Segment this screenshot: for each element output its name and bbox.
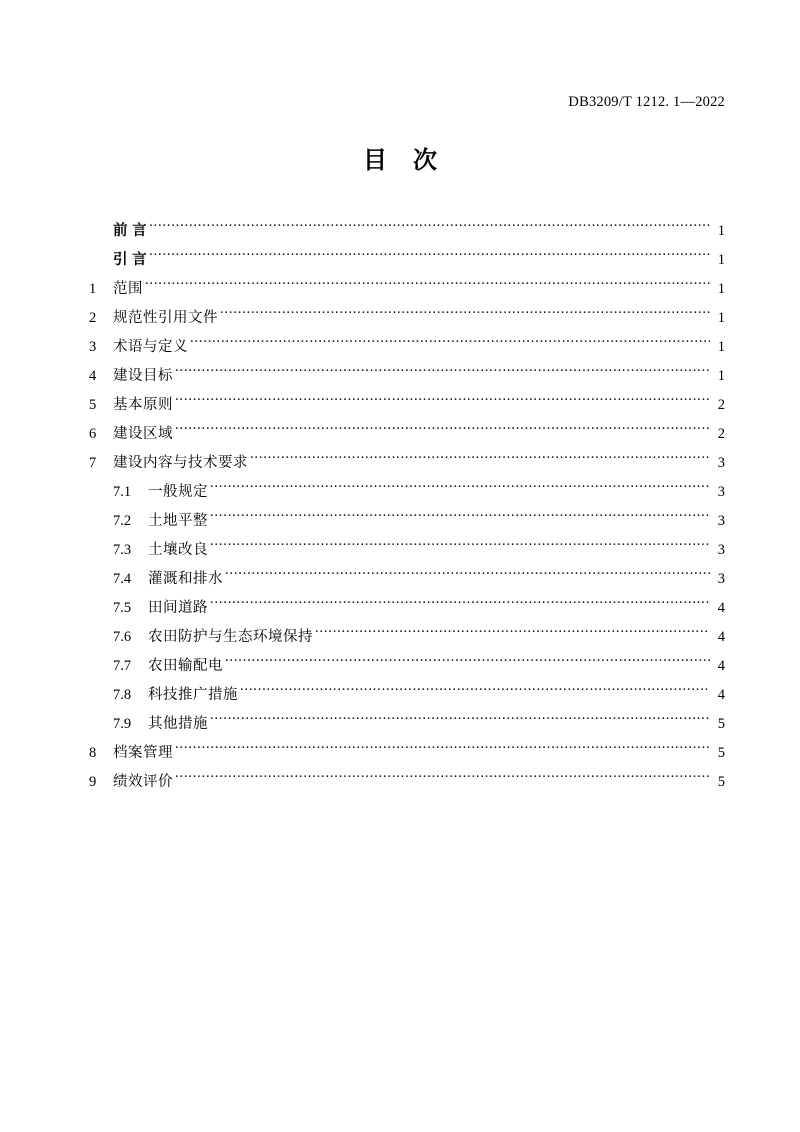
table-of-contents	[89, 217, 725, 797]
toc-entry-number: 8	[89, 745, 97, 761]
toc-entry-label: 术语与定义	[113, 339, 188, 355]
toc-entry[interactable]	[89, 246, 725, 275]
toc-entry-label: 科技推广措施	[148, 687, 238, 703]
toc-entry-label: 规范性引用文件	[113, 310, 218, 326]
toc-entry-page-number: 1	[717, 368, 725, 384]
toc-entry-number: 2	[89, 310, 97, 326]
toc-dot-leader	[175, 772, 710, 786]
toc-entry-label: 建设区域	[113, 426, 173, 442]
toc-entry-page-number: 3	[717, 571, 725, 587]
toc-dot-leader	[149, 221, 710, 235]
toc-entry-label: 其他措施	[148, 716, 208, 732]
toc-dot-leader	[210, 540, 710, 554]
toc-entry-label: 档案管理	[113, 745, 173, 761]
toc-entry-page-number: 4	[717, 629, 725, 645]
toc-entry[interactable]	[89, 681, 725, 710]
toc-entry-number: 3	[89, 339, 97, 355]
toc-entry-number: 7.1	[113, 484, 132, 500]
toc-entry-number: 7.8	[113, 687, 132, 703]
toc-entry-page-number: 1	[717, 223, 725, 239]
toc-entry[interactable]	[89, 362, 725, 391]
toc-entry-page-number: 1	[717, 310, 725, 326]
toc-entry-number: 7.7	[113, 658, 132, 674]
toc-entry-page-number: 1	[717, 252, 725, 268]
toc-entry[interactable]	[89, 739, 725, 768]
toc-entry-label: 范围	[113, 281, 143, 297]
toc-entry[interactable]	[89, 391, 725, 420]
toc-entry[interactable]	[89, 507, 725, 536]
toc-entry[interactable]	[89, 652, 725, 681]
toc-entry[interactable]	[89, 449, 725, 478]
toc-entry-page-number: 1	[717, 281, 725, 297]
toc-entry-label: 绩效评价	[113, 774, 173, 790]
toc-dot-leader	[225, 656, 710, 670]
toc-dot-leader	[210, 714, 710, 728]
toc-dot-leader	[145, 279, 710, 293]
toc-entry-label: 土地平整	[148, 513, 208, 529]
toc-entry[interactable]	[89, 420, 725, 449]
toc-dot-leader	[149, 250, 710, 264]
toc-entry[interactable]	[89, 275, 725, 304]
toc-entry-number: 7	[89, 455, 97, 471]
toc-entry-page-number: 2	[717, 426, 725, 442]
toc-entry[interactable]	[89, 478, 725, 507]
toc-entry-page-number: 3	[717, 513, 725, 529]
toc-dot-leader	[210, 511, 710, 525]
toc-dot-leader	[210, 598, 710, 612]
toc-entry[interactable]	[89, 565, 725, 594]
toc-entry-label: 农田输配电	[148, 658, 223, 674]
toc-dot-leader	[175, 743, 710, 757]
toc-entry-label: 土壤改良	[148, 542, 208, 558]
toc-entry-page-number: 4	[717, 658, 725, 674]
toc-entry-page-number: 3	[717, 484, 725, 500]
toc-dot-leader	[220, 308, 710, 322]
toc-entry-page-number: 2	[717, 397, 725, 413]
toc-entry[interactable]	[89, 536, 725, 565]
toc-entry-label: 农田防护与生态环境保持	[148, 629, 313, 645]
toc-entry-label: 建设目标	[113, 368, 173, 384]
toc-entry-number: 7.2	[113, 513, 132, 529]
toc-entry-number: 6	[89, 426, 97, 442]
toc-entry-number: 7.5	[113, 600, 132, 616]
toc-entry-label: 前 言	[113, 223, 148, 239]
toc-dot-leader	[175, 395, 710, 409]
toc-entry[interactable]	[89, 217, 725, 246]
toc-entry-label: 一般规定	[148, 484, 208, 500]
toc-entry[interactable]	[89, 594, 725, 623]
toc-dot-leader	[190, 337, 710, 351]
toc-dot-leader	[210, 482, 710, 496]
document-standard-code: DB3209/T 1212. 1—2022	[568, 94, 725, 110]
toc-dot-leader	[240, 685, 710, 699]
toc-entry-label: 引 言	[113, 252, 148, 268]
toc-entry-number: 7.6	[113, 629, 132, 645]
toc-entry-label: 灌溉和排水	[148, 571, 223, 587]
toc-entry-number: 7.9	[113, 716, 132, 732]
toc-entry-number: 5	[89, 397, 97, 413]
toc-entry-page-number: 4	[717, 687, 725, 703]
toc-entry-page-number: 5	[717, 774, 725, 790]
toc-entry-number: 7.3	[113, 542, 132, 558]
page-title: 目 次	[363, 148, 447, 174]
toc-dot-leader	[175, 366, 710, 380]
toc-entry[interactable]	[89, 304, 725, 333]
toc-entry-label: 基本原则	[113, 397, 173, 413]
toc-entry[interactable]	[89, 710, 725, 739]
toc-entry-page-number: 1	[717, 339, 725, 355]
toc-entry-number: 1	[89, 281, 97, 297]
toc-entry-page-number: 5	[717, 716, 725, 732]
toc-dot-leader	[250, 453, 710, 467]
toc-entry-number: 9	[89, 774, 97, 790]
toc-dot-leader	[225, 569, 710, 583]
toc-dot-leader	[175, 424, 710, 438]
toc-entry[interactable]	[89, 768, 725, 797]
toc-entry-label: 田间道路	[148, 600, 208, 616]
toc-entry[interactable]	[89, 623, 725, 652]
toc-entry-number: 4	[89, 368, 97, 384]
toc-dot-leader	[315, 627, 710, 641]
toc-entry[interactable]	[89, 333, 725, 362]
toc-entry-page-number: 3	[717, 542, 725, 558]
toc-entry-page-number: 5	[717, 745, 725, 761]
toc-entry-label: 建设内容与技术要求	[113, 455, 248, 471]
toc-entry-page-number: 4	[717, 600, 725, 616]
toc-entry-number: 7.4	[113, 571, 132, 587]
toc-entry-page-number: 3	[717, 455, 725, 471]
